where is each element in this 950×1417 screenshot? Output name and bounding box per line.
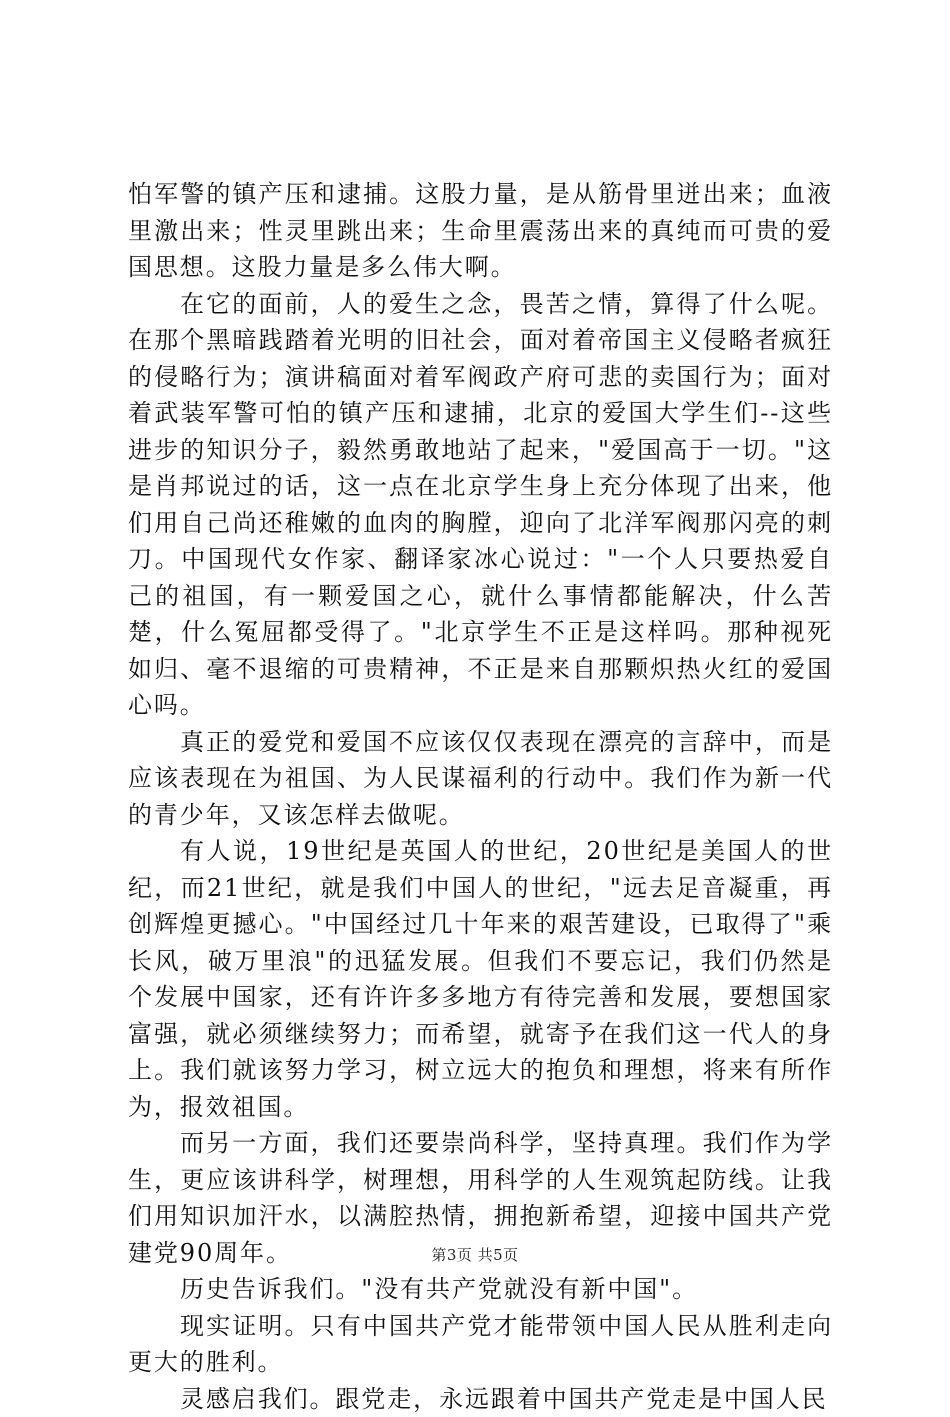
paragraph-2: 在它的面前，人的爱生之念，畏苦之情，算得了什么呢。在那个黑暗践踏着光明的旧社会，面对着帝国主义侵略者疯狂的侵略行为；演讲稿面对着军阀政产府可悲的卖国行为；面对着武装军警可怕的镇产压和逮捕，北京的爱国大学生们--这些进步的知识分子，毅然勇敢地站了起来，"爱国高于一切。"这是肖邦说过的话，这一点在北京学生身上充分体现了出来，他们用自己尚还稚嫩的血肉的胸膛，迎向了北洋军阀那闪亮的刺刀。中国现代女作家、翻译家冰心说过："一个人只要热爱自己的祖国，有一颗爱国之心，就什么事情都能解决，什么苦楚，什么冤屈都受得了。"北京学生不正是这样吗。那种视死如归、毫不退缩的可贵精神，不正是来自那颗炽热火红的爱国心吗。 [128,286,833,724]
paragraph-5: 而另一方面，我们还要崇尚科学，坚持真理。我们作为学生，更应该讲科学，树理想，用科学的人生观筑起防线。让我们用知识加汗水，以满腔热情，拥抱新希望，迎接中国共产党建党90周年。 [128,1125,833,1271]
page-number-footer: 第3页 共5页 [0,1244,950,1265]
paragraph-3: 真正的爱党和爱国不应该仅仅表现在漂亮的言辞中，而是应该表现在为祖国、为人民谋福利的行动中。我们作为新一代的青少年，又该怎样去做呢。 [128,724,833,834]
paragraph-4: 有人说，19世纪是英国人的世纪，20世纪是美国人的世纪，而21世纪，就是我们中国人的世纪，"远去足音凝重，再创辉煌更撼心。"中国经过几十年来的艰苦建设，已取得了"乘长风，破万里浪"的迅猛发展。但我们不要忘记，我们仍然是个发展中国家，还有许许多多地方有待完善和发展，要想国家富强，就必须继续努力；而希望，就寄予在我们这一代人的身上。我们就该努力学习，树立远大的抱负和理想，将来有所作为，报效祖国。 [128,833,833,1125]
paragraph-6: 历史告诉我们。"没有共产党就没有新中国"。 [128,1271,833,1308]
paragraph-8: 灵感启我们。跟党走，永远跟着中国共产党走是中国人民 [128,1381,833,1417]
paragraph-1: 怕军警的镇产压和逮捕。这股力量，是从筋骨里迸出来；血液里激出来；性灵里跳出来；生命里震荡出来的真纯而可贵的爱国思想。这股力量是多么伟大啊。 [128,176,833,286]
paragraph-7: 现实证明。只有中国共产党才能带领中国人民从胜利走向更大的胜利。 [128,1308,833,1381]
document-body [128,176,833,1417]
